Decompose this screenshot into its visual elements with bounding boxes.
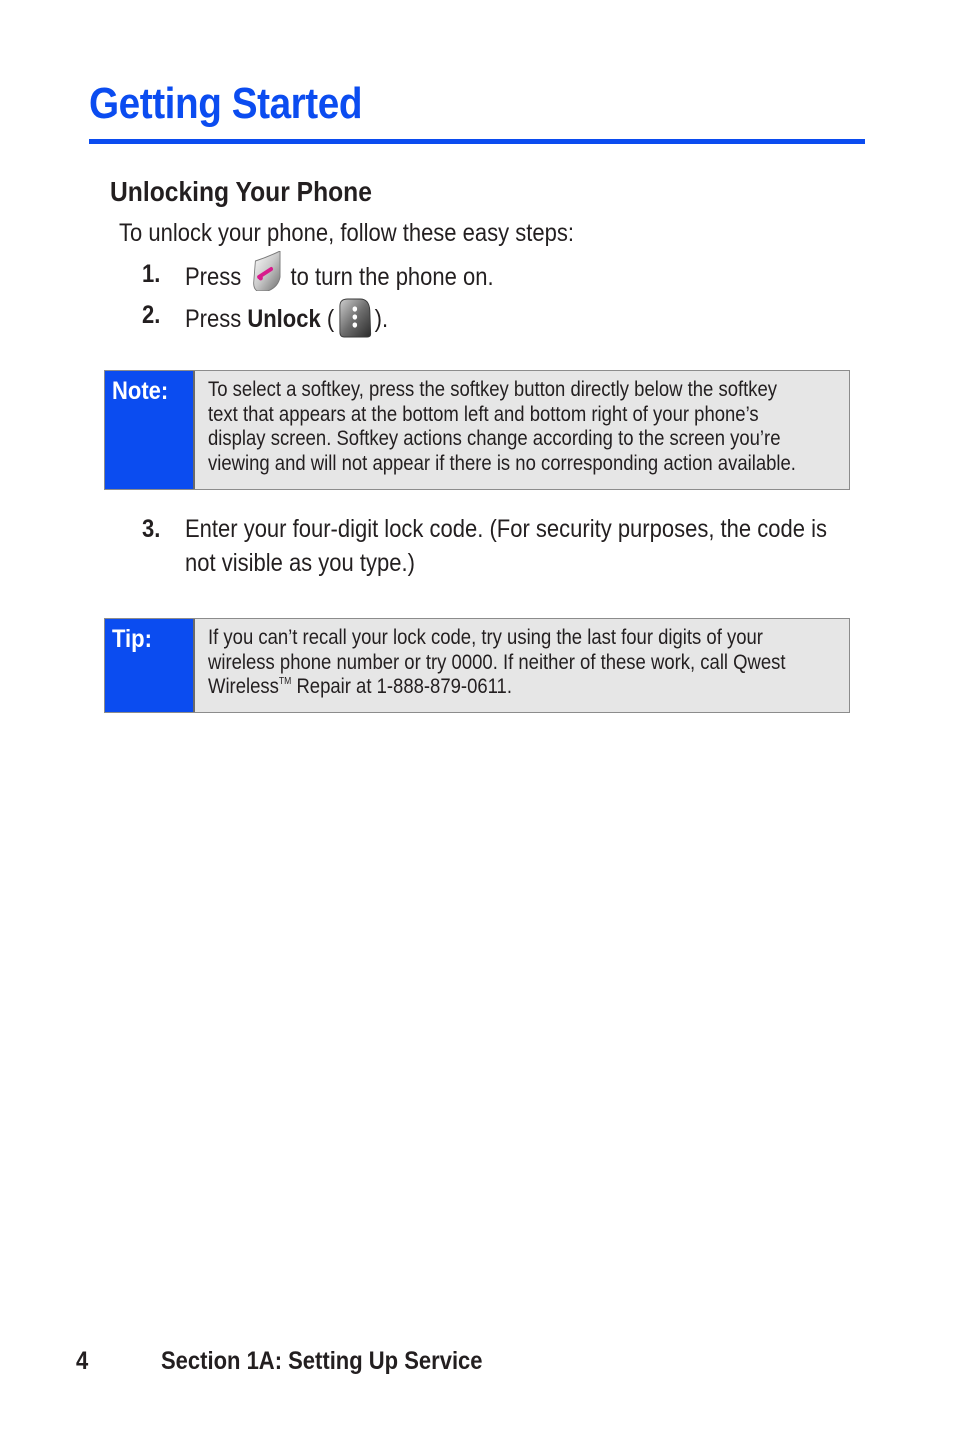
note-line: text that appears at the bottom left and bottom right of your phone’s [208, 401, 759, 426]
step-body: Enter your four-digit lock code. (For security purposes, the code is not visible as you type.) [185, 515, 827, 577]
footer-section-label: Section 1A: Setting Up Service [161, 1347, 483, 1375]
step-2 [142, 298, 742, 338]
note-label-cell [105, 371, 195, 489]
step-text-before: Press [185, 263, 242, 291]
section-heading: Unlocking Your Phone [110, 176, 372, 207]
step-body [185, 298, 388, 340]
tip-callout [104, 618, 850, 713]
step-3 [142, 512, 862, 584]
softkey-icon [337, 296, 372, 338]
intro-text: To unlock your phone, follow these easy steps: [119, 219, 574, 247]
step-number: 3. [142, 515, 161, 543]
tip-line: wireless phone number or try 0000. If neither of these work, call Qwest [208, 649, 786, 674]
tip-text-cell [195, 619, 849, 712]
note-text [208, 377, 823, 475]
tip-line [208, 674, 823, 699]
note-line: To select a softkey, press the softkey button directly below the softkey [208, 377, 778, 401]
step-text-before: Press [185, 305, 242, 333]
step-1 [142, 257, 742, 297]
note-label: Note: [112, 377, 169, 405]
step-body [185, 257, 494, 297]
unlock-label: Unlock [247, 305, 321, 333]
tip-label: Tip: [112, 625, 152, 653]
end-power-key-icon [250, 251, 283, 291]
page-title: Getting Started [89, 79, 363, 128]
trademark-mark: TM [278, 676, 292, 687]
note-callout [104, 370, 850, 490]
step-text-after: to turn the phone on. [290, 263, 494, 291]
paren-close: ). [374, 305, 389, 333]
tip-text [208, 625, 823, 699]
note-text-cell [195, 371, 849, 489]
tip-brand: Wireless [208, 674, 279, 698]
step-number: 2. [142, 301, 161, 329]
title-rule [89, 139, 865, 144]
step-number: 1. [142, 260, 161, 288]
tip-label-cell [105, 619, 195, 712]
note-line: display screen. Softkey actions change according to the screen you’re [208, 426, 781, 450]
paren-open: ( [326, 305, 335, 333]
tip-line: If you can’t recall your lock code, try using the last four digits of your [208, 625, 763, 649]
note-line: viewing and will not appear if there is no corresponding action available. [208, 450, 796, 475]
tip-phone-text: Repair at 1-888-879-0611. [291, 674, 512, 698]
page-number: 4 [76, 1347, 89, 1375]
